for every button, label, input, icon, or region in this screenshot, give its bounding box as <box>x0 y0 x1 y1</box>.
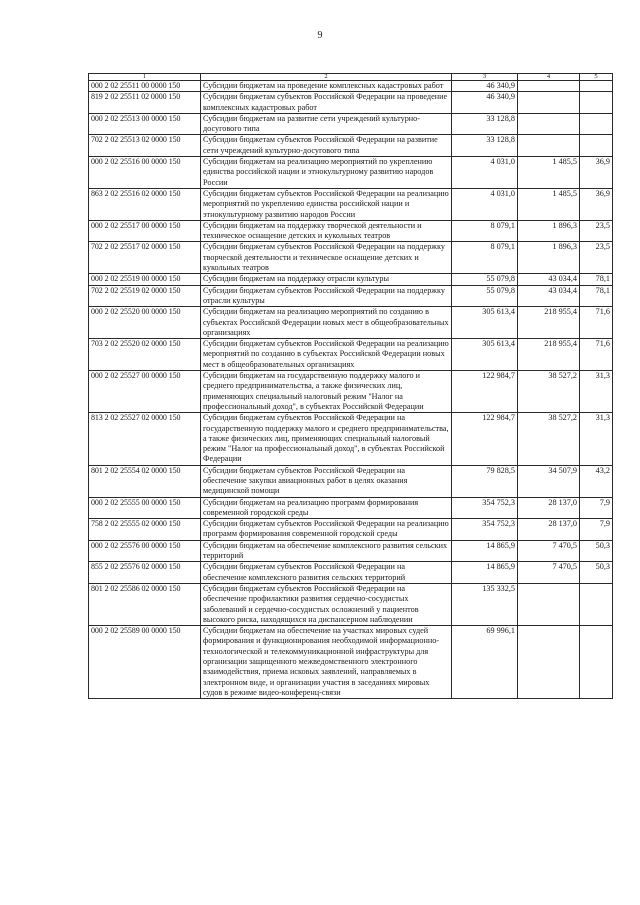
cell-plan: 122 984,7 <box>452 413 518 465</box>
cell-code: 000 2 02 25555 00 0000 150 <box>89 497 201 519</box>
cell-name: Субсидии бюджетам субъектов Российской Федерации на проведение комплексных кадастровых работ <box>201 92 452 114</box>
cell-code: 000 2 02 25519 00 0000 150 <box>89 274 201 285</box>
table-row <box>89 285 613 307</box>
cell-percent: 78,1 <box>580 285 613 307</box>
table-row <box>89 242 613 274</box>
cell-percent: 23,5 <box>580 242 613 274</box>
cell-plan: 8 079,1 <box>452 242 518 274</box>
cell-percent <box>580 113 613 135</box>
cell-name: Субсидии бюджетам на поддержку отрасли культуры <box>201 274 452 285</box>
cell-percent: 43,2 <box>580 465 613 497</box>
table-row <box>89 188 613 220</box>
table-row <box>89 540 613 562</box>
cell-name: Субсидии бюджетам субъектов Российской Федерации на обеспечение закупки авиационных работ в целях оказания медицинской помощи <box>201 465 452 497</box>
cell-code: 801 2 02 25554 02 0000 150 <box>89 465 201 497</box>
cell-plan: 8 079,1 <box>452 220 518 242</box>
cell-fact: 43 034,4 <box>518 274 580 285</box>
cell-plan: 354 752,3 <box>452 519 518 541</box>
table-row <box>89 307 613 339</box>
table-row <box>89 371 613 413</box>
cell-fact: 34 507,9 <box>518 465 580 497</box>
cell-name: Субсидии бюджетам на поддержку творческой деятельности и техническое оснащение детских и кукольных театров <box>201 220 452 242</box>
cell-name: Субсидии бюджетам субъектов Российской Федерации на реализацию мероприятий по созданию в субъектах Российской Федерации новых мест в общеобразовательных организациях <box>201 339 452 371</box>
cell-name: Субсидии бюджетам субъектов Российской Федерации на поддержку творческой деятельности и техническое оснащение детских и кукольных театров <box>201 242 452 274</box>
cell-plan: 55 079,8 <box>452 274 518 285</box>
column-header-name: 2 <box>201 74 452 81</box>
cell-plan: 79 828,5 <box>452 465 518 497</box>
table-row <box>89 113 613 135</box>
cell-name: Субсидии бюджетам субъектов Российской Федерации на государственную поддержку малого и среднего предпринимательства, а также физических лиц, применяющих специальный налоговый режим "Налог на профессиональный доход", в субъектах Российской Федерации <box>201 413 452 465</box>
cell-percent <box>580 626 613 699</box>
cell-fact: 218 955,4 <box>518 339 580 371</box>
cell-plan: 46 340,9 <box>452 81 518 92</box>
table-row <box>89 413 613 465</box>
cell-name: Субсидии бюджетам на реализацию мероприятий по укреплению единства российской нации и этнокультурному развитию народов России <box>201 157 452 189</box>
cell-plan: 55 079,8 <box>452 285 518 307</box>
cell-name: Субсидии бюджетам субъектов Российской Федерации на реализацию мероприятий по укреплению единства российской нации и этнокультурному развитию народов России <box>201 188 452 220</box>
table-row <box>89 220 613 242</box>
table-row <box>89 339 613 371</box>
cell-code: 758 2 02 25555 02 0000 150 <box>89 519 201 541</box>
cell-name: Субсидии бюджетам субъектов Российской Федерации на развитие сети учреждений культурно-досугового типа <box>201 135 452 157</box>
table-row <box>89 274 613 285</box>
cell-fact: 7 470,5 <box>518 562 580 584</box>
cell-fact: 1 485,5 <box>518 157 580 189</box>
cell-fact: 7 470,5 <box>518 540 580 562</box>
table-row <box>89 562 613 584</box>
cell-code: 703 2 02 25520 02 0000 150 <box>89 339 201 371</box>
cell-name: Субсидии бюджетам на обеспечение на участках мировых судей формирования и функционирования необходимой информационно-технологической и телекоммуникационной инфраструктуры для организации защищенного межведомственного электронного взаимодействия, приема исковых заявлений, направляемых в электронном виде, и организации участия в заседаниях мировых судов в режиме видео-конференц-связи <box>201 626 452 699</box>
cell-plan: 4 031,0 <box>452 157 518 189</box>
cell-percent: 36,9 <box>580 157 613 189</box>
cell-plan: 46 340,9 <box>452 92 518 114</box>
cell-code: 702 2 02 25513 02 0000 150 <box>89 135 201 157</box>
cell-percent: 50,3 <box>580 562 613 584</box>
cell-code: 801 2 02 25586 02 0000 150 <box>89 583 201 625</box>
cell-fact: 38 527,2 <box>518 371 580 413</box>
cell-percent: 71,6 <box>580 339 613 371</box>
cell-code: 000 2 02 25517 00 0000 150 <box>89 220 201 242</box>
cell-percent: 71,6 <box>580 307 613 339</box>
cell-plan: 14 865,9 <box>452 562 518 584</box>
table-row <box>89 135 613 157</box>
cell-name: Субсидии бюджетам субъектов Российской Федерации на реализацию программ формирования современной городской среды <box>201 519 452 541</box>
cell-code: 000 2 02 25589 00 0000 150 <box>89 626 201 699</box>
cell-percent: 23,5 <box>580 220 613 242</box>
cell-plan: 135 332,5 <box>452 583 518 625</box>
cell-percent: 78,1 <box>580 274 613 285</box>
column-header-code: 1 <box>89 74 201 81</box>
table-row <box>89 583 613 625</box>
cell-fact <box>518 92 580 114</box>
cell-plan: 33 128,8 <box>452 113 518 135</box>
cell-percent <box>580 81 613 92</box>
cell-code: 855 2 02 25576 02 0000 150 <box>89 562 201 584</box>
cell-name: Субсидии бюджетам субъектов Российской Федерации на обеспечение комплексного развития сельских территорий <box>201 562 452 584</box>
cell-fact: 38 527,2 <box>518 413 580 465</box>
table-row <box>89 157 613 189</box>
cell-code: 000 2 02 25516 00 0000 150 <box>89 157 201 189</box>
cell-fact: 43 034,4 <box>518 285 580 307</box>
cell-name: Субсидии бюджетам на реализацию программ формирования современной городской среды <box>201 497 452 519</box>
cell-percent: 7,9 <box>580 497 613 519</box>
cell-percent: 31,3 <box>580 413 613 465</box>
cell-plan: 305 613,4 <box>452 339 518 371</box>
cell-name: Субсидии бюджетам на развитие сети учреждений культурно-досугового типа <box>201 113 452 135</box>
cell-code: 000 2 02 25513 00 0000 150 <box>89 113 201 135</box>
cell-plan: 122 984,7 <box>452 371 518 413</box>
cell-name: Субсидии бюджетам на обеспечение комплексного развития сельских территорий <box>201 540 452 562</box>
cell-name: Субсидии бюджетам на проведение комплексных кадастровых работ <box>201 81 452 92</box>
cell-fact <box>518 135 580 157</box>
cell-fact: 1 896,3 <box>518 220 580 242</box>
cell-percent <box>580 92 613 114</box>
table-row <box>89 92 613 114</box>
cell-percent <box>580 583 613 625</box>
cell-name: Субсидии бюджетам на государственную поддержку малого и среднего предпринимательства, а также физических лиц, применяющих специальный налоговый режим "Налог на профессиональный доход", в субъектах Российской Федерации <box>201 371 452 413</box>
column-header-percent: 5 <box>580 74 613 81</box>
cell-percent: 36,9 <box>580 188 613 220</box>
cell-code: 000 2 02 25511 00 0000 150 <box>89 81 201 92</box>
cell-code: 702 2 02 25519 02 0000 150 <box>89 285 201 307</box>
column-header-fact: 4 <box>518 74 580 81</box>
cell-plan: 14 865,9 <box>452 540 518 562</box>
cell-code: 000 2 02 25576 00 0000 150 <box>89 540 201 562</box>
cell-fact: 28 137,0 <box>518 497 580 519</box>
table-row <box>89 626 613 699</box>
cell-percent: 7,9 <box>580 519 613 541</box>
cell-percent <box>580 135 613 157</box>
cell-plan: 354 752,3 <box>452 497 518 519</box>
cell-fact: 1 896,3 <box>518 242 580 274</box>
table-row <box>89 465 613 497</box>
cell-fact: 1 485,5 <box>518 188 580 220</box>
cell-plan: 4 031,0 <box>452 188 518 220</box>
cell-fact: 218 955,4 <box>518 307 580 339</box>
cell-code: 000 2 02 25520 00 0000 150 <box>89 307 201 339</box>
cell-percent: 31,3 <box>580 371 613 413</box>
cell-name: Субсидии бюджетам субъектов Российской Федерации на обеспечение профилактики развития сердечно-сосудистых заболеваний и сердечно-сосудистых осложнений у пациентов высокого риска, находящихся на диспансерном наблюдении <box>201 583 452 625</box>
table-row <box>89 519 613 541</box>
cell-plan: 69 996,1 <box>452 626 518 699</box>
column-header-plan: 3 <box>452 74 518 81</box>
table-row <box>89 497 613 519</box>
cell-fact <box>518 81 580 92</box>
budget-table <box>88 73 613 699</box>
table-row <box>89 81 613 92</box>
cell-name: Субсидии бюджетам на реализацию мероприятий по созданию в субъектах Российской Федерации новых мест в общеобразовательных организациях <box>201 307 452 339</box>
cell-plan: 33 128,8 <box>452 135 518 157</box>
cell-code: 813 2 02 25527 02 0000 150 <box>89 413 201 465</box>
cell-plan: 305 613,4 <box>452 307 518 339</box>
cell-fact <box>518 113 580 135</box>
cell-code: 819 2 02 25511 02 0000 150 <box>89 92 201 114</box>
header-row <box>89 74 613 81</box>
cell-name: Субсидии бюджетам субъектов Российской Федерации на поддержку отрасли культуры <box>201 285 452 307</box>
page-number: 9 <box>317 30 323 41</box>
cell-fact: 28 137,0 <box>518 519 580 541</box>
cell-percent: 50,3 <box>580 540 613 562</box>
cell-code: 863 2 02 25516 02 0000 150 <box>89 188 201 220</box>
cell-code: 702 2 02 25517 02 0000 150 <box>89 242 201 274</box>
cell-fact <box>518 583 580 625</box>
cell-fact <box>518 626 580 699</box>
cell-code: 000 2 02 25527 00 0000 150 <box>89 371 201 413</box>
